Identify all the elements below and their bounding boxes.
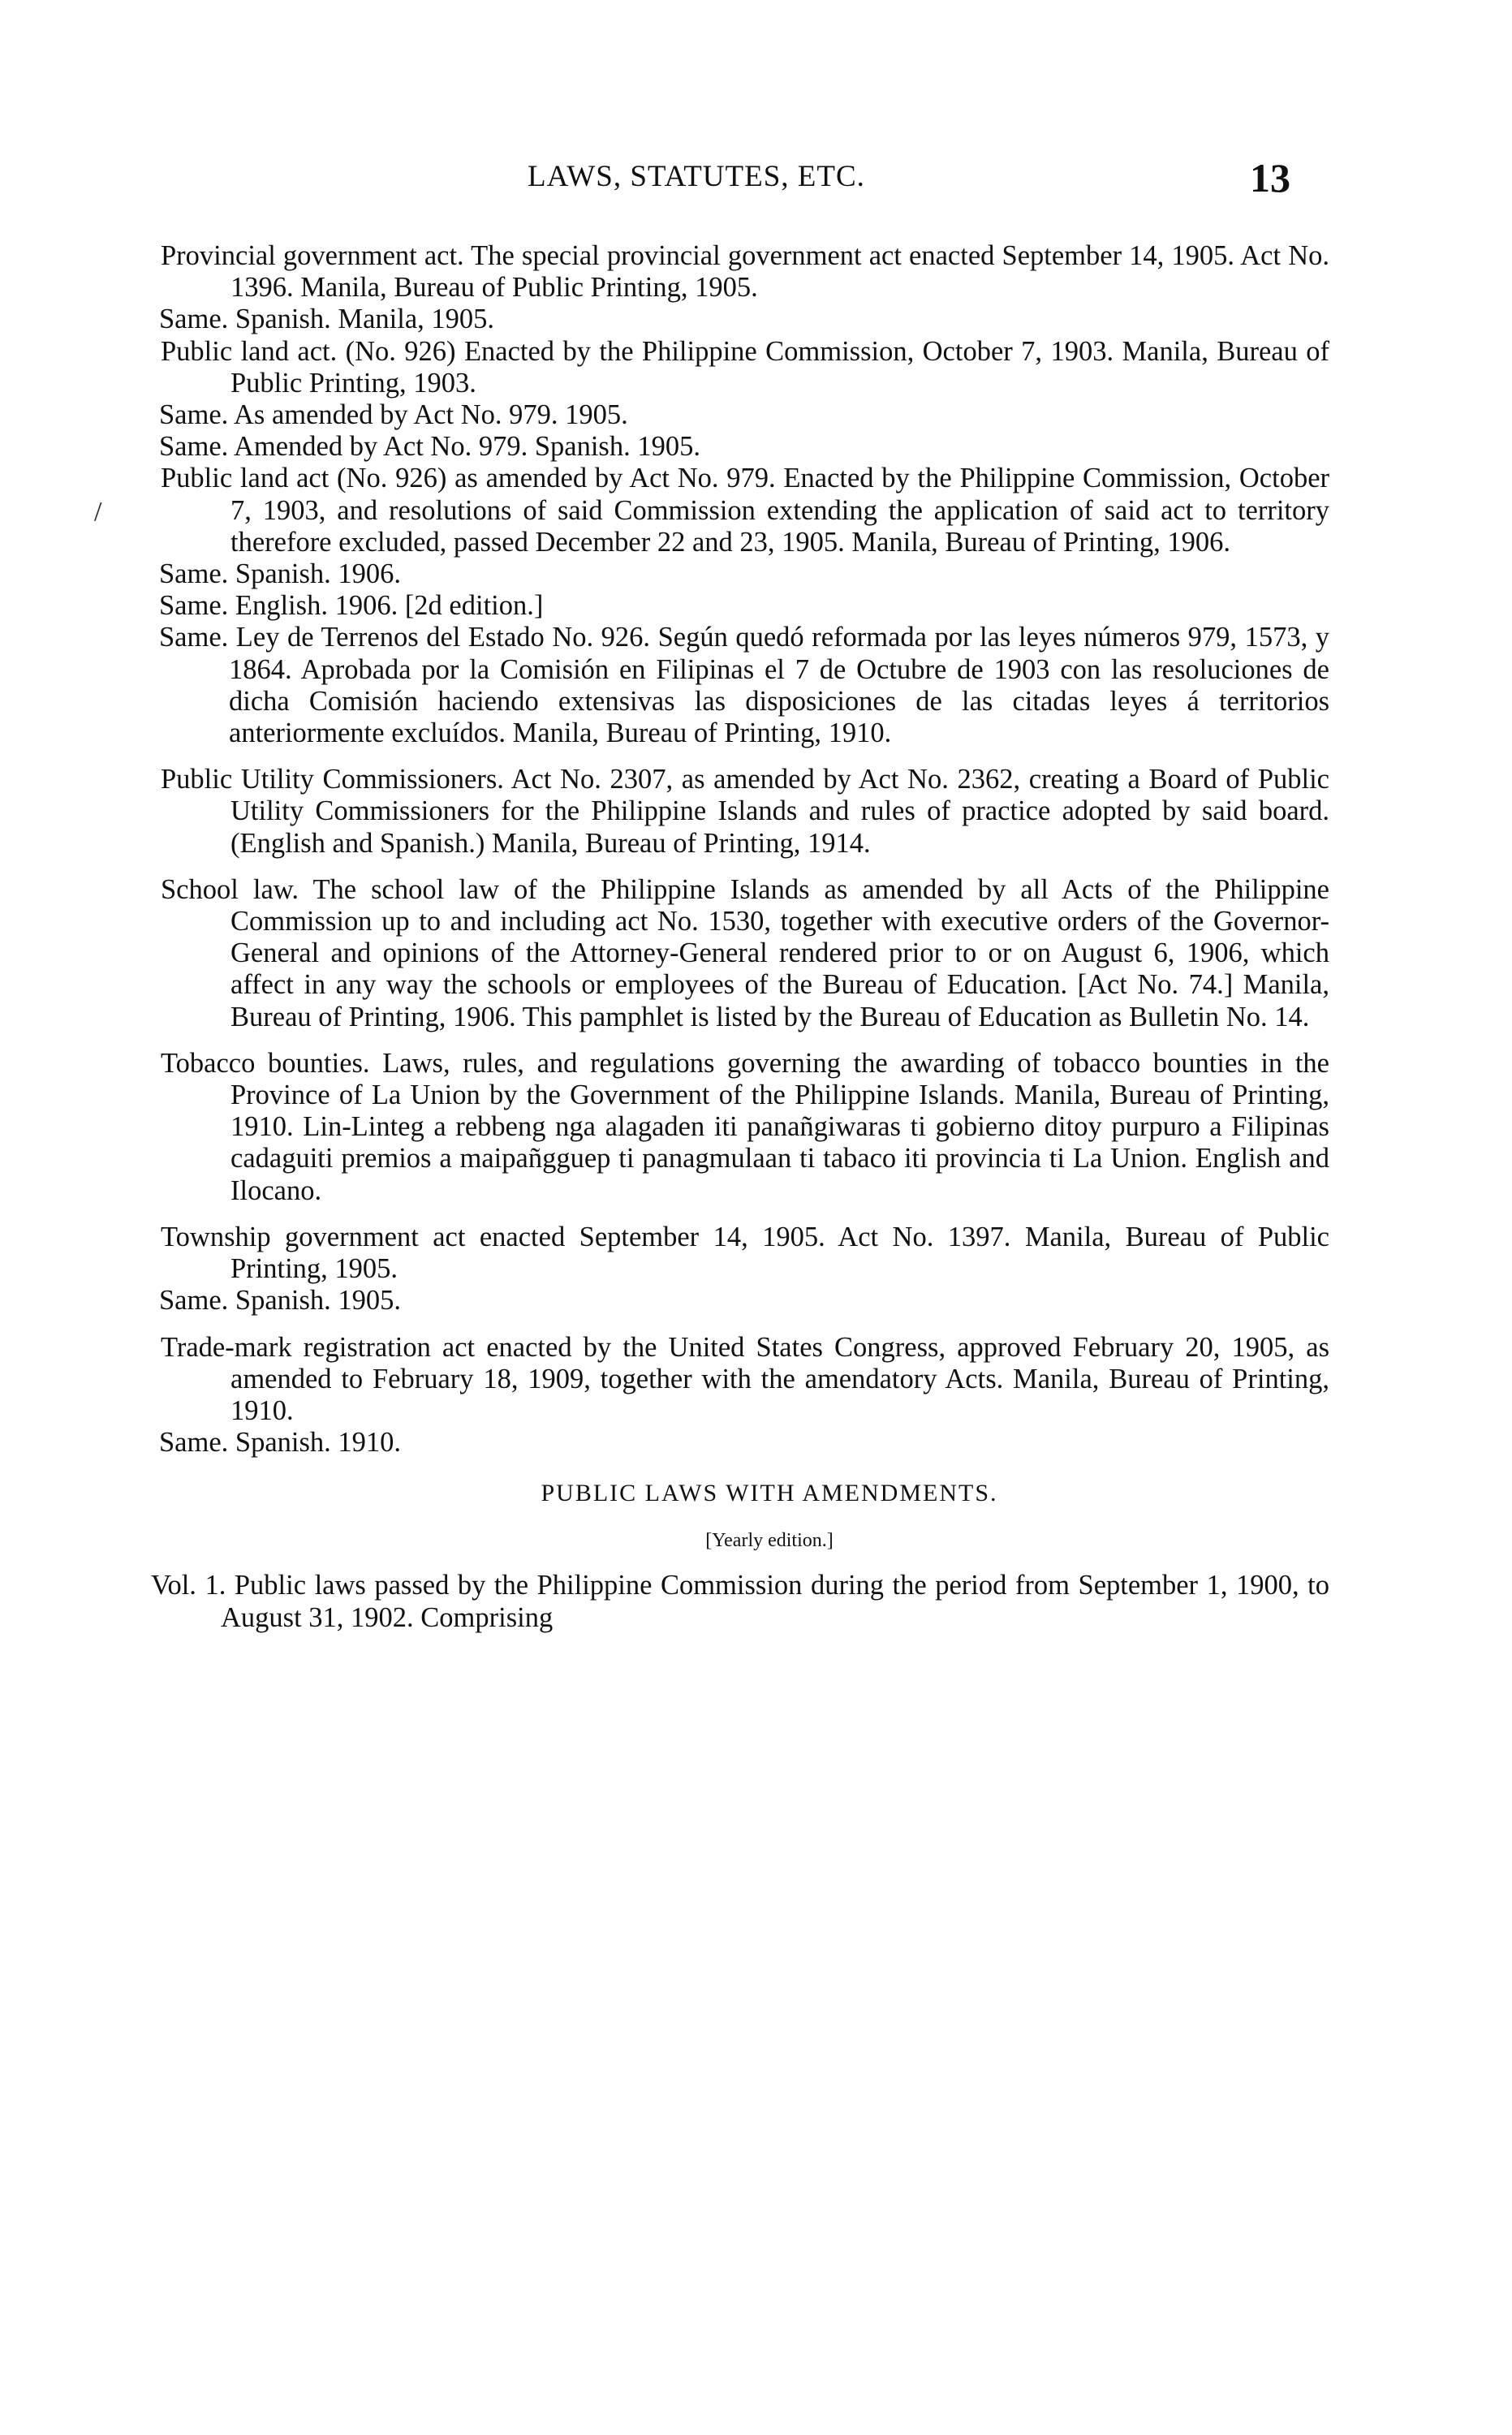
entry-same-amended-979-spanish: Same. Amended by Act No. 979. Spanish. 1905. [159,431,700,463]
entry-trade-mark-registration-act: Trade-mark registration act enacted by the United States Congress, approved February 20, 1905, as amended to February 18, 1909, together with the amendatory Acts. Manila, Bureau of Printing, 1910. [161,1331,1329,1426]
entry-provincial-government-act: Provincial government act. The special provincial government act enacted September 14, 1905. Act No. 1396. Manila, Bureau of Public Printing, 1905. [161,240,1329,304]
entry-township-government-act: Township government act enacted September 14, 1905. Act No. 1397. Manila, Bureau of Public Printing, 1905. [161,1221,1329,1285]
entry-tobacco-bounties: Tobacco bounties. Laws, rules, and regulations governing the awarding of tobacco bounties in the Province of La Union by the Government of the Philippine Islands. Manila, Bureau of Printing, 1910. Lin-Linteg a rebbeng nga alagaden iti panañgiwaras ti gobierno ditoy purpuro a Filipinas cadaguiti premios a maipañgguep ti panagmulaan ti tabaco iti provincia ti La Union. English and Ilocano. [161,1047,1329,1206]
entry-same-spanish-1906: Same. Spanish. 1906. [159,558,402,590]
running-title: LAWS, STATUTES, ETC. [528,160,865,193]
section-subtitle: [Yearly edition.] [705,1530,834,1552]
running-head [0,154,1512,211]
page-number: 13 [1250,155,1290,200]
entry-same-amended-979: Same. As amended by Act No. 979. 1905. [159,399,628,431]
entry-list [151,240,1329,1661]
entry-public-land-act-1903: Public land act. (No. 926) Enacted by the Philippine Commission, October 7, 1903. Manila, Bureau of Public Printing, 1903. [161,335,1329,399]
entry-same-spanish-1905-township: Same. Spanish. 1905. [159,1285,402,1317]
entry-public-land-act-1906: Public land act (No. 926) as amended by Act No. 979. Enacted by the Philippine Commission, October 7, 1903, and resolutions of said Commission extending the application of said act to territory therefore excluded, passed December 22 and 23, 1905. Manila, Bureau of Printing, 1906. [161,463,1329,558]
entry-ley-de-terrenos: Same. Ley de Terrenos del Estado No. 926. Según quedó reformada por las leyes números 979, 1573, y 1864. Aprobada por la Comisión en Filipinas el 7 de Octubre de 1903 con las resoluciones de dicha Comisión haciendo extensivas las disposiciones de las citadas leyes á territorios anteriormente excluídos. Manila, Bureau of Printing, 1910. [159,622,1329,749]
entry-school-law: School law. The school law of the Philippine Islands as amended by all Acts of the Philippine Commission up to and including act No. 1530, together with executive orders of the Governor-General and opinions of the Attorney-General rendered prior to or on August 6, 1906, which affect in any way the schools or employees of the Bureau of Education. [Act No. 74.] Manila, Bureau of Printing, 1906. This pamphlet is listed by the Bureau of Education as Bulletin No. 14. [161,873,1329,1032]
entry-same-spanish-1905: Same. Spanish. Manila, 1905. [159,304,495,335]
section-title: PUBLIC LAWS WITH AMENDMENTS. [541,1480,998,1507]
entry-same-english-1906: Same. English. 1906. [2d edition.] [159,590,544,622]
margin-mark: / [94,497,102,527]
entry-same-spanish-1910: Same. Spanish. 1910. [159,1427,402,1459]
entry-vol-1: Vol. 1. Public laws passed by the Philippine Commission during the period from September 1, 1900, to August 31, 1902. Comprising [151,1570,1329,1633]
entry-public-utility-commissioners: Public Utility Commissioners. Act No. 2307, as amended by Act No. 2362, creating a Board of Public Utility Commissioners for the Philippine Islands and rules of practice adopted by said board. (English and Spanish.) Manila, Bureau of Printing, 1914. [161,764,1329,859]
